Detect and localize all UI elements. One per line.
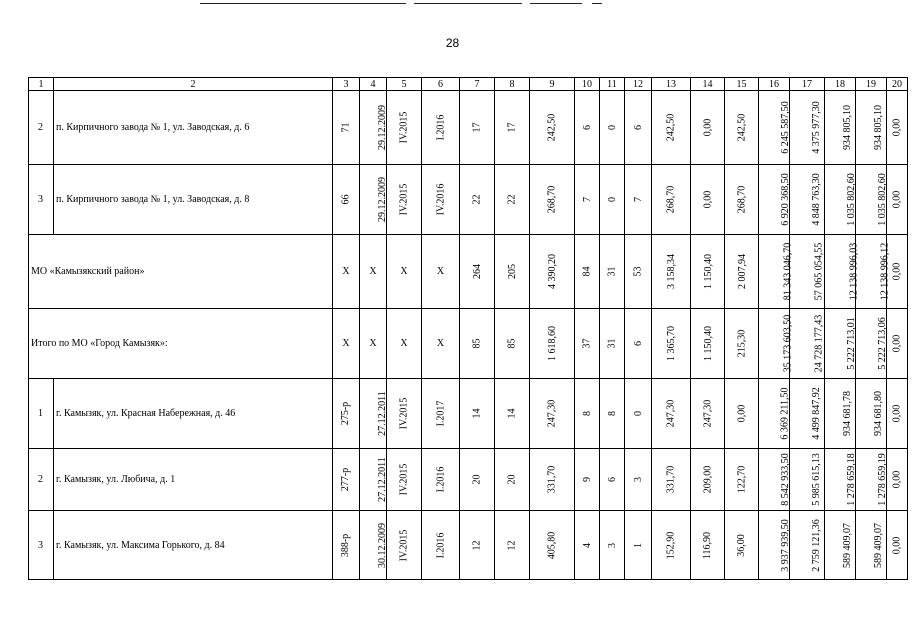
value-cell xyxy=(530,165,575,235)
value-cell-text: 22 xyxy=(471,194,483,205)
value-cell-text: 247,30 xyxy=(546,399,558,428)
value-cell-text: 8 xyxy=(581,411,593,416)
value-cell xyxy=(600,235,625,309)
value-cell-text: 31 xyxy=(606,338,618,349)
value-cell xyxy=(360,379,387,449)
value-cell xyxy=(600,165,625,235)
value-cell-text: 2 007,94 xyxy=(737,254,748,289)
value-cell xyxy=(625,379,652,449)
value-cell-text: 84 xyxy=(581,266,593,277)
value-cell xyxy=(575,379,600,449)
value-cell xyxy=(790,91,825,165)
value-cell-text: I.2016 xyxy=(435,532,446,558)
value-cell xyxy=(625,309,652,379)
value-cell-text: 242,50 xyxy=(665,113,677,142)
value-cell xyxy=(360,165,387,235)
value-cell xyxy=(691,449,725,511)
value-cell-text: 53 xyxy=(632,266,644,277)
value-cell-text: 85 xyxy=(471,338,483,349)
value-cell-text: 247,30 xyxy=(702,399,713,428)
header-cell: 16 xyxy=(759,78,790,91)
value-cell-text: 12 xyxy=(471,540,483,550)
value-cell xyxy=(725,165,759,235)
value-cell xyxy=(387,449,422,511)
value-cell-text: 3 158,34 xyxy=(665,254,677,289)
value-cell-text: IV.2015 xyxy=(398,111,410,144)
value-cell xyxy=(530,91,575,165)
value-cell-text: 1 035 802,60 xyxy=(876,173,888,226)
value-cell xyxy=(652,235,691,309)
value-cell-text: IV.2016 xyxy=(434,183,446,216)
value-cell-text: 1 035 802,60 xyxy=(845,173,857,226)
value-cell-text: I.2016 xyxy=(435,114,446,141)
value-cell xyxy=(725,511,759,580)
value-cell xyxy=(530,511,575,580)
value-cell-text: 14 xyxy=(506,408,518,419)
table-row xyxy=(29,165,908,235)
header-cell: 8 xyxy=(495,78,530,91)
value-cell xyxy=(387,165,422,235)
value-cell-text: 247,30 xyxy=(665,399,677,428)
value-cell xyxy=(600,511,625,580)
value-cell xyxy=(360,91,387,165)
value-cell-text: IV.2015 xyxy=(398,529,410,561)
table-row xyxy=(29,379,908,449)
value-cell xyxy=(495,449,530,511)
top-line-3 xyxy=(530,3,582,4)
value-cell-text: 6 xyxy=(632,341,644,346)
address-cell: г. Камызяк, ул. Красная Набережная, д. 46 xyxy=(54,379,333,449)
header-cell: 3 xyxy=(333,78,360,91)
value-cell: X xyxy=(360,309,387,379)
value-cell-text: 35 173 603,50 xyxy=(782,314,794,373)
value-cell-text: 27.12.2011 xyxy=(376,391,388,436)
value-cell xyxy=(600,91,625,165)
value-cell-text: 6 920 368,50 xyxy=(779,173,791,226)
value-cell-text: 17 xyxy=(506,122,518,133)
value-cell xyxy=(691,379,725,449)
top-line-1 xyxy=(200,3,406,4)
total-row xyxy=(29,235,908,309)
row-number: 2 xyxy=(29,91,54,165)
value-cell-text: 9 xyxy=(581,477,593,482)
value-cell xyxy=(825,91,856,165)
value-cell xyxy=(825,379,856,449)
value-cell xyxy=(887,309,908,379)
value-cell xyxy=(790,379,825,449)
value-cell-text: 242,50 xyxy=(546,113,558,142)
value-cell-text: 0,00 xyxy=(736,404,747,423)
value-cell xyxy=(825,511,856,580)
value-cell-text: 29.12.2009 xyxy=(377,105,388,150)
value-cell-text: 7 xyxy=(581,197,593,202)
value-cell xyxy=(530,309,575,379)
value-cell-text: 3 xyxy=(606,542,618,548)
value-cell xyxy=(530,235,575,309)
value-cell xyxy=(725,91,759,165)
value-cell xyxy=(333,91,360,165)
value-cell xyxy=(360,449,387,511)
value-cell xyxy=(887,511,908,580)
value-cell xyxy=(825,309,856,379)
value-cell xyxy=(825,165,856,235)
value-cell xyxy=(495,165,530,235)
value-cell-text: IV.2015 xyxy=(398,183,410,216)
value-cell-text: 12 138 996,03 xyxy=(848,242,860,301)
value-cell xyxy=(691,235,725,309)
value-cell-text: 81 343 046,70 xyxy=(782,242,794,301)
value-cell xyxy=(460,235,495,309)
value-cell-text: 209,00 xyxy=(702,465,713,494)
value-cell xyxy=(575,235,600,309)
value-cell-text: 331,70 xyxy=(546,465,558,494)
value-cell-text: 22 xyxy=(506,194,518,205)
header-cell: 6 xyxy=(422,78,460,91)
value-cell-text: 0 xyxy=(606,125,618,130)
row-number: 3 xyxy=(29,511,54,580)
header-cell: 17 xyxy=(790,78,825,91)
value-cell-text: 12 xyxy=(506,540,518,550)
value-cell-text: 0,00 xyxy=(891,404,903,423)
value-cell xyxy=(790,449,825,511)
header-cell: 20 xyxy=(887,78,908,91)
header-row xyxy=(29,78,908,91)
value-cell-text: 6 245 587,50 xyxy=(779,101,791,154)
value-cell xyxy=(600,449,625,511)
value-cell: X xyxy=(387,309,422,379)
value-cell xyxy=(725,379,759,449)
table-row xyxy=(29,511,908,580)
value-cell xyxy=(333,511,360,580)
header-cell: 5 xyxy=(387,78,422,91)
value-cell-text: 934 805,10 xyxy=(873,105,884,150)
value-cell xyxy=(725,449,759,511)
value-cell-text: I.2017 xyxy=(435,400,446,427)
value-cell-text: 1 150,40 xyxy=(703,254,714,289)
value-cell-text: 116,90 xyxy=(701,531,713,559)
value-cell-text: 27.12.2011 xyxy=(376,457,388,502)
value-cell-text: 5 985 615,13 xyxy=(810,453,822,506)
value-cell-text: 0 xyxy=(632,411,644,416)
value-cell-text: 0,00 xyxy=(702,190,713,209)
value-cell xyxy=(856,449,887,511)
value-cell-text: 934 681,78 xyxy=(842,391,853,436)
value-cell-text: 0,00 xyxy=(702,118,713,137)
header-cell: 2 xyxy=(54,78,333,91)
value-cell xyxy=(691,511,725,580)
value-cell-text: 268,70 xyxy=(546,185,558,214)
value-cell-text: 1 618,60 xyxy=(546,326,558,361)
value-cell xyxy=(825,449,856,511)
value-cell-text: IV.2015 xyxy=(398,397,410,430)
total-row xyxy=(29,309,908,379)
value-cell xyxy=(625,91,652,165)
value-cell xyxy=(360,511,387,580)
value-cell xyxy=(887,91,908,165)
value-cell-text: 57 065 054,55 xyxy=(813,242,825,301)
address-cell: г. Камызяк, ул. Любича, д. 1 xyxy=(54,449,333,511)
value-cell xyxy=(856,511,887,580)
value-cell xyxy=(790,309,825,379)
header-cell: 18 xyxy=(825,78,856,91)
value-cell-text: 6 xyxy=(606,477,618,482)
header-cell: 14 xyxy=(691,78,725,91)
value-cell xyxy=(887,165,908,235)
value-cell-text: 242,50 xyxy=(736,113,747,142)
value-cell xyxy=(759,449,790,511)
value-cell xyxy=(333,379,360,449)
value-cell xyxy=(825,235,860,309)
value-cell-text: 0 xyxy=(606,197,618,202)
value-cell xyxy=(625,235,652,309)
value-cell xyxy=(422,91,460,165)
value-cell xyxy=(856,309,887,379)
row-number: 2 xyxy=(29,449,54,511)
total-label: МО «Камызякский район» xyxy=(29,235,333,309)
value-cell-text: 85 xyxy=(506,338,518,349)
header-cell: 13 xyxy=(652,78,691,91)
value-cell-text: 1 150,40 xyxy=(703,326,714,361)
header-cell: 9 xyxy=(530,78,575,91)
value-cell-text: 268,70 xyxy=(736,185,747,214)
value-cell xyxy=(759,235,794,309)
value-cell xyxy=(460,165,495,235)
value-cell-text: 29.12.2009 xyxy=(377,177,388,222)
value-cell-text: 0,00 xyxy=(891,334,903,353)
value-cell-text: 66 xyxy=(340,194,352,205)
table-row xyxy=(29,91,908,165)
value-cell-text: 1 xyxy=(632,542,644,548)
header-cell: 4 xyxy=(360,78,387,91)
value-cell xyxy=(652,379,691,449)
value-cell xyxy=(759,511,790,580)
value-cell xyxy=(759,309,794,379)
value-cell xyxy=(575,511,600,580)
row-number: 1 xyxy=(29,379,54,449)
value-cell xyxy=(759,91,790,165)
value-cell-text: 1 278 659,18 xyxy=(845,453,857,506)
value-cell-text: I.2016 xyxy=(435,466,446,493)
value-cell xyxy=(600,379,625,449)
value-cell-text: 6 xyxy=(632,125,644,130)
value-cell-text: 3 xyxy=(632,477,644,482)
value-cell-text: 5 222 713,01 xyxy=(845,317,857,370)
value-cell-text: 8 xyxy=(606,411,618,416)
row-number: 3 xyxy=(29,165,54,235)
value-cell xyxy=(856,165,887,235)
table-row xyxy=(29,449,908,511)
value-cell xyxy=(422,165,460,235)
value-cell xyxy=(691,91,725,165)
value-cell-text: 2 759 121,36 xyxy=(810,518,822,572)
value-cell-text: IV.2015 xyxy=(398,463,410,496)
value-cell xyxy=(422,379,460,449)
value-cell xyxy=(625,511,652,580)
value-cell xyxy=(652,165,691,235)
value-cell-text: 0,00 xyxy=(891,536,903,554)
header-cell: 15 xyxy=(725,78,759,91)
header-cell: 1 xyxy=(29,78,54,91)
value-cell-text: 30.12.2009 xyxy=(377,522,388,568)
value-cell xyxy=(530,379,575,449)
value-cell xyxy=(460,449,495,511)
value-cell-text: 4 375 977,30 xyxy=(810,101,822,154)
value-cell: X xyxy=(422,309,460,379)
value-cell xyxy=(422,511,460,580)
value-cell-text: 589 409,07 xyxy=(842,522,853,568)
value-cell xyxy=(460,379,495,449)
value-cell xyxy=(759,165,790,235)
value-cell xyxy=(856,379,887,449)
value-cell xyxy=(387,511,422,580)
value-cell-text: 277-р xyxy=(340,467,352,492)
value-cell xyxy=(460,309,495,379)
value-cell-text: 268,70 xyxy=(665,185,677,214)
value-cell: X xyxy=(333,235,360,309)
value-cell xyxy=(460,91,495,165)
value-cell-text: 405,80 xyxy=(546,531,558,559)
value-cell-text: 934 805,10 xyxy=(842,105,853,150)
value-cell xyxy=(600,309,625,379)
value-cell xyxy=(691,165,725,235)
value-cell-text: 215,30 xyxy=(736,329,747,358)
value-cell xyxy=(652,91,691,165)
value-cell xyxy=(387,91,422,165)
header-cell: 12 xyxy=(625,78,652,91)
value-cell-text: 20 xyxy=(471,474,483,485)
value-cell-text: 331,70 xyxy=(665,465,677,494)
value-cell xyxy=(422,449,460,511)
header-cell: 11 xyxy=(600,78,625,91)
address-cell: г. Камызяк, ул. Максима Горького, д. 84 xyxy=(54,511,333,580)
value-cell-text: 6 xyxy=(581,125,593,130)
value-cell-text: 4 848 763,30 xyxy=(810,173,822,226)
value-cell xyxy=(333,165,360,235)
value-cell xyxy=(652,309,691,379)
value-cell-text: 24 728 177,43 xyxy=(813,314,825,373)
value-cell: X xyxy=(387,235,422,309)
value-cell-text: 71 xyxy=(340,122,352,133)
value-cell-text: 152,90 xyxy=(665,531,677,559)
value-cell xyxy=(790,511,825,580)
value-cell: X xyxy=(360,235,387,309)
data-table xyxy=(28,77,908,580)
value-cell-text: 12 138 996,12 xyxy=(879,242,891,301)
value-cell-text: 122,70 xyxy=(736,465,747,494)
value-cell xyxy=(652,511,691,580)
header-cell: 7 xyxy=(460,78,495,91)
value-cell xyxy=(495,91,530,165)
top-line-2 xyxy=(414,3,522,4)
value-cell: X xyxy=(333,309,360,379)
value-cell-text: 0,00 xyxy=(891,470,903,489)
value-cell-text: 264 xyxy=(471,264,483,279)
value-cell-text: 6 369 211,50 xyxy=(779,387,791,440)
value-cell-text: 1 365,70 xyxy=(665,326,677,361)
value-cell-text: 934 681,80 xyxy=(873,391,884,436)
value-cell: X xyxy=(422,235,460,309)
value-cell xyxy=(575,449,600,511)
value-cell-text: 20 xyxy=(506,474,518,485)
value-cell xyxy=(575,309,600,379)
address-cell: п. Кирпичного завода № 1, ул. Заводская, д. 6 xyxy=(54,91,333,165)
value-cell xyxy=(856,91,887,165)
value-cell-text: 17 xyxy=(471,122,483,133)
value-cell xyxy=(625,449,652,511)
value-cell xyxy=(759,379,790,449)
value-cell-text: 0,00 xyxy=(891,262,903,281)
value-cell-text: 37 xyxy=(581,338,593,349)
value-cell xyxy=(625,165,652,235)
value-cell xyxy=(790,235,825,309)
value-cell xyxy=(691,309,725,379)
address-cell: п. Кирпичного завода № 1, ул. Заводская, д. 8 xyxy=(54,165,333,235)
value-cell-text: 4 390,20 xyxy=(546,254,558,289)
value-cell-text: 4 xyxy=(581,542,593,548)
value-cell xyxy=(652,449,691,511)
value-cell xyxy=(530,449,575,511)
value-cell-text: 0,00 xyxy=(891,190,903,209)
value-cell xyxy=(790,165,825,235)
value-cell xyxy=(495,309,530,379)
value-cell xyxy=(887,379,908,449)
value-cell xyxy=(887,449,908,511)
value-cell xyxy=(387,379,422,449)
value-cell xyxy=(495,511,530,580)
top-line-4 xyxy=(592,3,602,4)
value-cell-text: 589 409,07 xyxy=(873,522,884,568)
value-cell-text: 8 542 933,50 xyxy=(779,453,791,506)
value-cell xyxy=(495,379,530,449)
value-cell xyxy=(725,235,759,309)
page-number: 28 xyxy=(445,36,460,50)
value-cell-text: 388-р xyxy=(340,533,352,557)
value-cell xyxy=(333,449,360,511)
value-cell-text: 7 xyxy=(632,197,644,202)
value-cell-text: 205 xyxy=(506,264,518,279)
value-cell xyxy=(495,235,530,309)
value-cell xyxy=(575,91,600,165)
value-cell-text: 3 937 939,50 xyxy=(779,518,791,572)
value-cell xyxy=(460,511,495,580)
header-cell: 19 xyxy=(856,78,887,91)
value-cell xyxy=(856,235,891,309)
value-cell-text: 0,00 xyxy=(891,118,903,137)
value-cell-text: 275-р xyxy=(340,401,352,426)
value-cell-text: 4 499 847,92 xyxy=(810,387,822,440)
header-cell: 10 xyxy=(575,78,600,91)
value-cell-text: 1 278 659,19 xyxy=(876,453,888,506)
value-cell xyxy=(725,309,759,379)
value-cell-text: 36,00 xyxy=(736,533,747,557)
value-cell-text: 31 xyxy=(606,266,618,277)
value-cell xyxy=(575,165,600,235)
value-cell-text: 14 xyxy=(471,408,483,419)
total-label: Итого по МО «Город Камызяк»: xyxy=(29,309,333,379)
value-cell-text: 5 222 713,06 xyxy=(876,317,888,370)
